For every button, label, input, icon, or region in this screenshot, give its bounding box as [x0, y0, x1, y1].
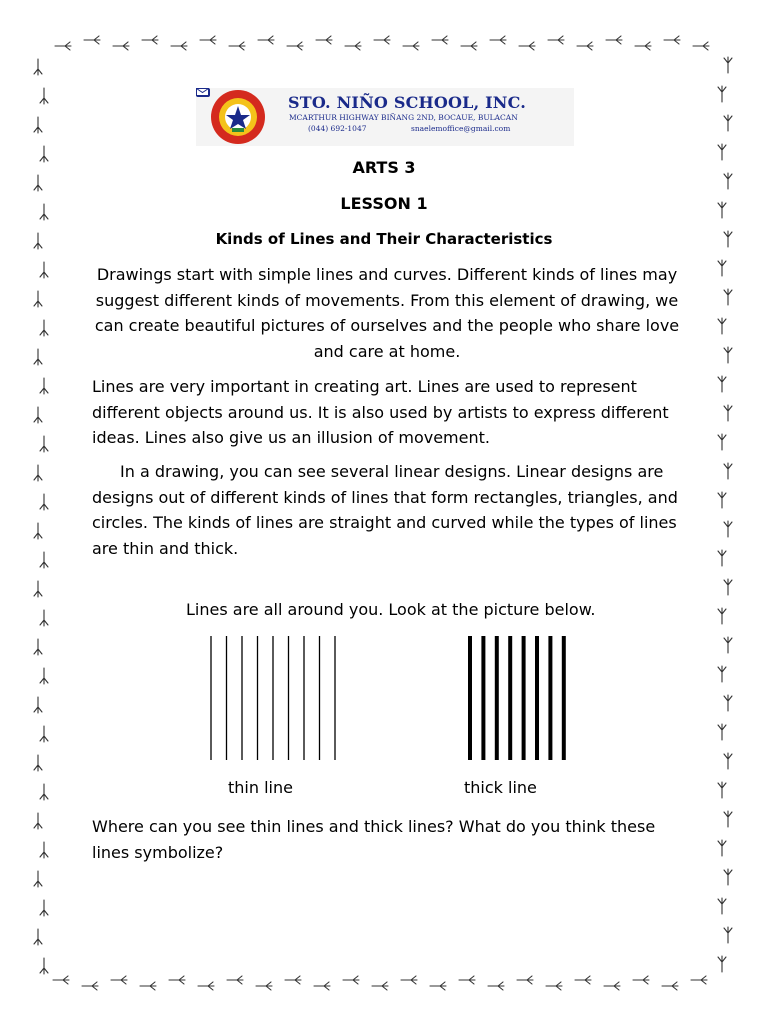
school-email: snaelemoffice@gmail.com: [411, 124, 511, 133]
paragraph-lines-importance: Lines are very important in creating art. Lines are used to represent different objects around us. It is also used by artists to express different ideas. Lines also give us an illusion of movement.: [92, 377, 669, 447]
mail-icon: [196, 88, 209, 96]
thick-line-label: thick line: [464, 778, 537, 797]
school-header: [196, 88, 574, 146]
lesson-title: Kinds of Lines and Their Characteristics: [215, 230, 553, 248]
school-address: MCARTHUR HIGHWAY BIÑANG 2ND, BOCAUE, BULACAN: [289, 113, 518, 122]
question-text: Where can you see thin lines and thick lines? What do you think these lines symbolize?: [92, 817, 656, 862]
paragraph-linear-designs: In a drawing, you can see several linear designs. Linear designs are designs out of different kinds of lines that form rectangles, triangles, and circles. The kinds of lines are straight and curved while the types of lines are thin and thick.: [92, 462, 678, 558]
intro-paragraph: Drawings start with simple lines and curves. Different kinds of lines may suggest different kinds of movements. From this element of drawing, we can create beautiful pictures of ourselves and the people who share love and care at home.: [94, 265, 680, 361]
subject-heading: ARTS 3: [352, 158, 416, 177]
school-name: STO. NIÑO SCHOOL, INC.: [288, 93, 527, 112]
instruction-text: Lines are all around you. Look at the picture below.: [186, 600, 596, 619]
thin-line-label: thin line: [228, 778, 293, 797]
school-phone: (044) 692-1047: [308, 124, 367, 133]
lesson-heading: LESSON 1: [340, 194, 428, 213]
